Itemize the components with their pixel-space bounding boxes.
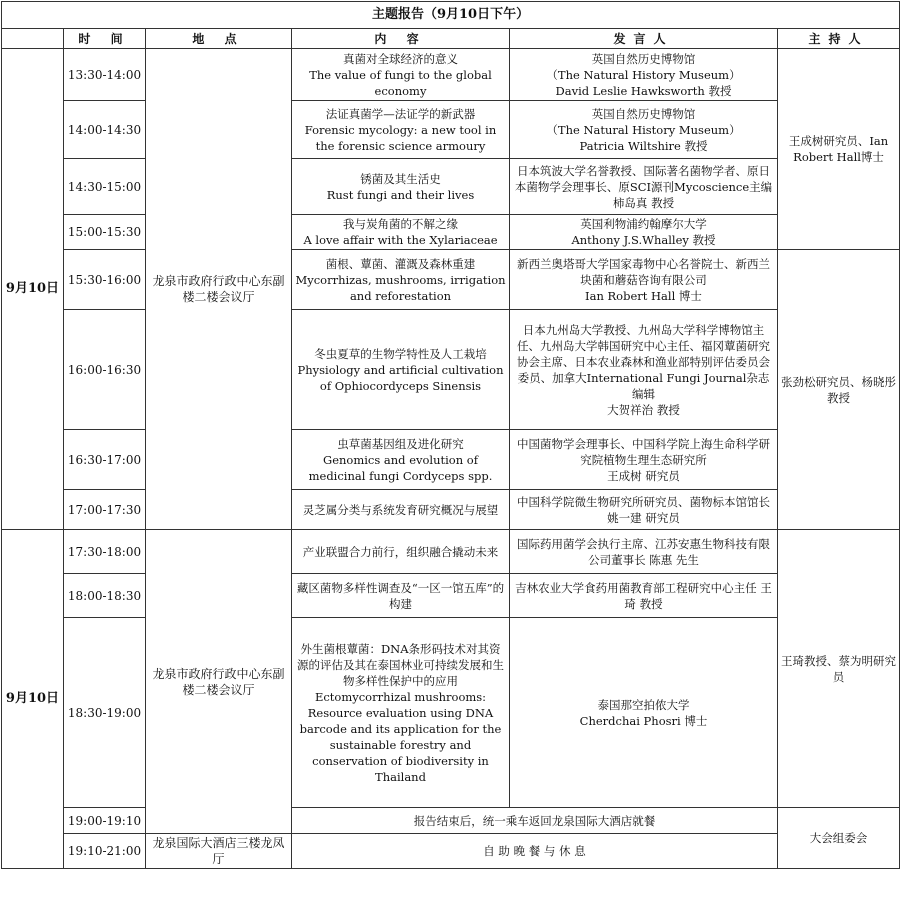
time-cell: 19:00-19:10 <box>64 808 146 834</box>
table-row <box>2 574 900 618</box>
speaker-cell: 英国利物浦约翰摩尔大学 Anthony J.S.Whalley 教授 <box>510 215 778 250</box>
content-cell: 法证真菌学—法证学的新武器 Forensic mycology: a new tool in the forensic science armoury <box>292 101 510 159</box>
host-cell: 王琦教授、蔡为明研究员 <box>778 530 900 808</box>
block2-rows <box>2 530 900 869</box>
content-cell: 藏区菌物多样性调查及“一区一馆五库”的构建 <box>292 574 510 618</box>
time-cell: 18:00-18:30 <box>64 574 146 618</box>
speaker-header: 发言人 <box>510 29 778 49</box>
time-cell: 15:00-15:30 <box>64 215 146 250</box>
schedule-table <box>1 1 900 869</box>
speaker-cell: 中国菌物学会理事长、中国科学院上海生命科学研究院植物生理生态研究所 王成树 研究员 <box>510 430 778 490</box>
host-header: 主持人 <box>778 29 900 49</box>
venue-cell: 龙泉国际大酒店三楼龙凤厅 <box>146 834 292 869</box>
table-row <box>2 430 900 490</box>
content-cell: 虫草菌基因组及进化研究 Genomics and evolution of medicinal fungi Cordyceps spp. <box>292 430 510 490</box>
content-cell: 冬虫夏草的生物学特性及人工栽培 Physiology and artificial cultivation of Ophiocordyceps Sinensis <box>292 310 510 430</box>
time-cell: 13:30-14:00 <box>64 49 146 101</box>
page-title: 主题报告（9月10日下午） <box>2 2 900 29</box>
table-row <box>2 250 900 310</box>
speaker-cell: 日本九州岛大学教授、九州岛大学科学博物馆主任、九州岛大学韩国研究中心主任、福冈蕈菌研究协会主席、日本农业森林和渔业部特别评估委员会委员、加拿大International Fungi Journal杂志编辑 大贺祥治 教授 <box>510 310 778 430</box>
table-row <box>2 49 900 101</box>
dinner-cell: 自 助 晚 餐 与 休 息 <box>292 834 778 869</box>
content-cell: 真菌对全球经济的意义 The value of fungi to the global economy <box>292 49 510 101</box>
speaker-cell: 日本筑波大学名誉教授、国际著名菌物学者、原日本菌物学会理事长、原SCI源刊Mycoscience主编 柿岛真 教授 <box>510 159 778 215</box>
time-cell: 14:00-14:30 <box>64 101 146 159</box>
host-cell: 大会组委会 <box>778 808 900 869</box>
table-row <box>2 490 900 530</box>
date-cell: 9月10日 <box>2 49 64 530</box>
venue-header: 地 点 <box>146 29 292 49</box>
host-cell: 张劲松研究员、杨晓彤教授 <box>778 250 900 530</box>
speaker-cell: 中国科学院微生物研究所研究员、菌物标本馆馆长 姚一建 研究员 <box>510 490 778 530</box>
time-cell: 19:10-21:00 <box>64 834 146 869</box>
table-row <box>2 101 900 159</box>
time-cell: 17:30-18:00 <box>64 530 146 574</box>
date-cell: 9月10日 <box>2 530 64 869</box>
time-cell: 16:30-17:00 <box>64 430 146 490</box>
time-cell: 15:30-16:00 <box>64 250 146 310</box>
speaker-cell: 英国自然历史博物馆 （The Natural History Museum） Patricia Wiltshire 教授 <box>510 101 778 159</box>
time-cell: 17:00-17:30 <box>64 490 146 530</box>
speaker-cell: 吉林农业大学食药用菌教育部工程研究中心主任 王琦 教授 <box>510 574 778 618</box>
notice-cell: 报告结束后，统一乘车返回龙泉国际大酒店就餐 <box>292 808 778 834</box>
table-row <box>2 159 900 215</box>
time-cell: 14:30-15:00 <box>64 159 146 215</box>
time-cell: 16:00-16:30 <box>64 310 146 430</box>
table-row <box>2 215 900 250</box>
table-row <box>2 618 900 808</box>
speaker-cell: 英国自然历史博物馆 （The Natural History Museum） David Leslie Hawksworth 教授 <box>510 49 778 101</box>
content-header: 内 容 <box>292 29 510 49</box>
content-cell: 产业联盟合力前行，组织融合撬动未来 <box>292 530 510 574</box>
time-cell: 18:30-19:00 <box>64 618 146 808</box>
table-row <box>2 530 900 574</box>
venue-cell: 龙泉市政府行政中心东副楼二楼会议厅 <box>146 530 292 834</box>
content-cell: 菌根、蕈菌、灌溉及森林重建 Mycorrhizas, mushrooms, irrigation and reforestation <box>292 250 510 310</box>
table-row <box>2 834 900 869</box>
speaker-cell: 国际药用菌学会执行主席、江苏安惠生物科技有限公司董事长 陈惠 先生 <box>510 530 778 574</box>
time-header: 时 间 <box>64 29 146 49</box>
table-row <box>2 808 900 834</box>
block1-rows <box>2 49 900 530</box>
content-cell: 外生菌根蕈菌：DNA条形码技术对其资源的评估及其在泰国林业可持续发展和生物多样性保护中的应用 Ectomycorrhizal mushrooms: Resource evaluation using DNA barcode and its application for the sustainable forestry and conservation of biodiversity in Thailand <box>292 618 510 808</box>
venue-cell: 龙泉市政府行政中心东副楼二楼会议厅 <box>146 49 292 530</box>
content-cell: 灵芝属分类与系统发育研究概况与展望 <box>292 490 510 530</box>
speaker-cell: 泰国那空拍侬大学 Cherdchai Phosri 博士 <box>510 618 778 808</box>
speaker-cell: 新西兰奥塔哥大学国家毒物中心名誉院士、新西兰块菌和蘑菇咨询有限公司 Ian Robert Hall 博士 <box>510 250 778 310</box>
host-cell: 王成树研究员、Ian Robert Hall博士 <box>778 49 900 250</box>
content-cell: 锈菌及其生活史 Rust fungi and their lives <box>292 159 510 215</box>
date-header-cell <box>2 29 64 49</box>
content-cell: 我与炭角菌的不解之缘 A love affair with the Xylariaceae <box>292 215 510 250</box>
table-row <box>2 310 900 430</box>
